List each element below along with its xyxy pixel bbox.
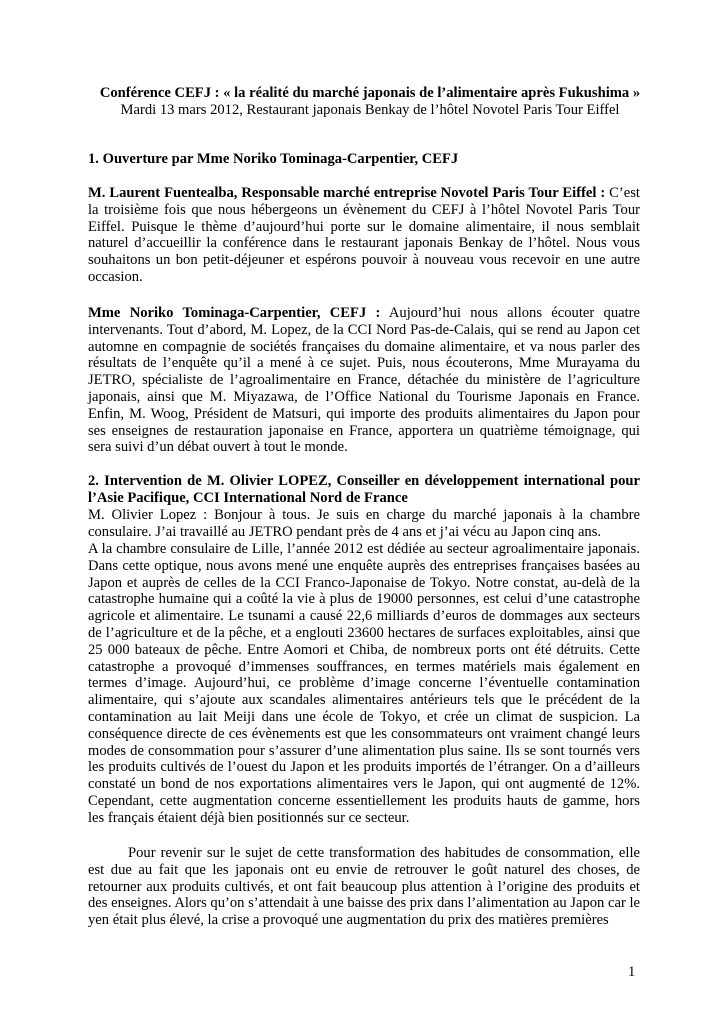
document-subtitle: Mardi 13 mars 2012, Restaurant japonais Benkay de l’hôtel Novotel Paris Tour Eiffel xyxy=(120,102,620,118)
page-number: 1 xyxy=(628,964,636,980)
paragraph-fuentealba-text: C’est la troisième fois que nous hébergeons un évènement du CEFJ à l’hôtel Novotel Paris Tour Eiffel. Puisque le thème d’aujourd’hui porte sur le domaine alimentaire, il nous semblait naturel d’accueillir la conférence dans le restaurant japonais Benkay de l’hôtel. Nous vous souhaitons un bon petit-déjeuner et espérons pouvoir à nouveau vous recevoir en une autre occasion. xyxy=(88,185,640,285)
speaker-fuentealba: M. Laurent Fuentealba, Responsable marché entreprise Novotel Paris Tour Eiffel : xyxy=(88,185,606,201)
paragraph-lopez-intro: M. Olivier Lopez : Bonjour à tous. Je suis en charge du marché japonais à la chambre consulaire. J’ai travaillé au JETRO pendant près de 4 ans et j’ai vécu au Japon cinq ans. xyxy=(88,507,640,540)
section-2-heading: 2. Intervention de M. Olivier LOPEZ, Conseiller en développement international pour l’Asie Pacifique, CCI International Nord de France xyxy=(88,473,640,506)
speaker-tominaga: Mme Noriko Tominaga-Carpentier, CEFJ : xyxy=(88,305,381,321)
section-1-heading: 1. Ouverture par Mme Noriko Tominaga-Carpentier, CEFJ xyxy=(88,151,459,167)
paragraph-tominaga-text: Aujourd’hui nous allons écouter quatre intervenants. Tout d’abord, M. Lopez, de la CCI Nord Pas-de-Calais, qui se rend au Japon cet automne en compagnie de sociétés françaises du domaine alimentaire, et va nous parler des résultats de l’enquête qu’il a mené à ce sujet. Puis, nous écouterons, Mme Murayama du JETRO, spécialiste de l’agroalimentaire en France, détachée du ministère de l’agriculture japonais, ainsi que M. Miyazawa, de l’Office National du Tourisme Japonais en France. Enfin, M. Woog, Président de Matsuri, qui importe des produits alimentaires du Japon pour ses enseignes de restauration japonaise en France, apportera un quatrième témoignage, qui sera suivi d’un débat ouvert à tout le monde. xyxy=(88,305,640,456)
document-title: Conférence CEFJ : « la réalité du marché japonais de l’alimentaire après Fukushima » xyxy=(99,85,641,101)
paragraph-tominaga xyxy=(88,305,640,456)
paragraph-fuentealba xyxy=(88,185,640,286)
paragraph-lopez-survey: A la chambre consulaire de Lille, l’année 2012 est dédiée au secteur agroalimentaire japonais. Dans cette optique, nous avons mené une enquête auprès des entreprises françaises basées au Japon et auprès de celles de la CCI Franco-Japonaise de Tokyo. Notre constat, au-delà de la catastrophe humaine qui a coûté la vie à plus de 19000 personnes, est celui d’une catastrophe agricole et alimentaire. Le tsunami a causé 22,6 milliards d’euros de dommages aux secteurs de l’agriculture et de la pêche, et a englouti 23600 hectares de surfaces exploitables, ainsi que 25 000 bateaux de pêche. Entre Aomori et Chiba, de nombreux ports ont été détruits. Cette catastrophe a provoqué d’immenses souffrances, en termes matériels mais également en termes d’image. Aujourd’hui, ce problème d’image concerne l’éventuelle contamination alimentaire, qui s’ajoute aux scandales alimentaires antérieurs tels que le précédent de la contamination au lait Meiji dans une école de Tokyo, et crée un climat de suspicion. La conséquence directe de ces évènements est que les consommateurs ont vraiment changé leurs modes de consommation pour s’assurer d’une alimentation plus saine. Ils se sont tournés vers les produits cultivés de l’ouest du Japon et les produits importés de l’étranger. On a d’ailleurs constaté un bond de nos exportations alimentaires vers le Japon, qui ont augmenté de 12%. Cependant, cette augmentation concerne essentiellement les produits hauts de gamme, hors les français étaient déjà bien positionnés sur ce secteur. xyxy=(88,541,640,826)
paragraph-lopez-consumption: Pour revenir sur le sujet de cette transformation des habitudes de consommation, elle est due au fait que les japonais ont eu envie de retrouver le goût naturel des choses, de retourner aux produits cultivés, et ont fait beaucoup plus attention à l’origine des produits et des enseignes. Alors qu’on s’attendait à une baisse des prix dans l’alimentation au Japon car le yen était plus élevé, la crise a provoqué une augmentation du prix des matières premières xyxy=(88,845,640,929)
